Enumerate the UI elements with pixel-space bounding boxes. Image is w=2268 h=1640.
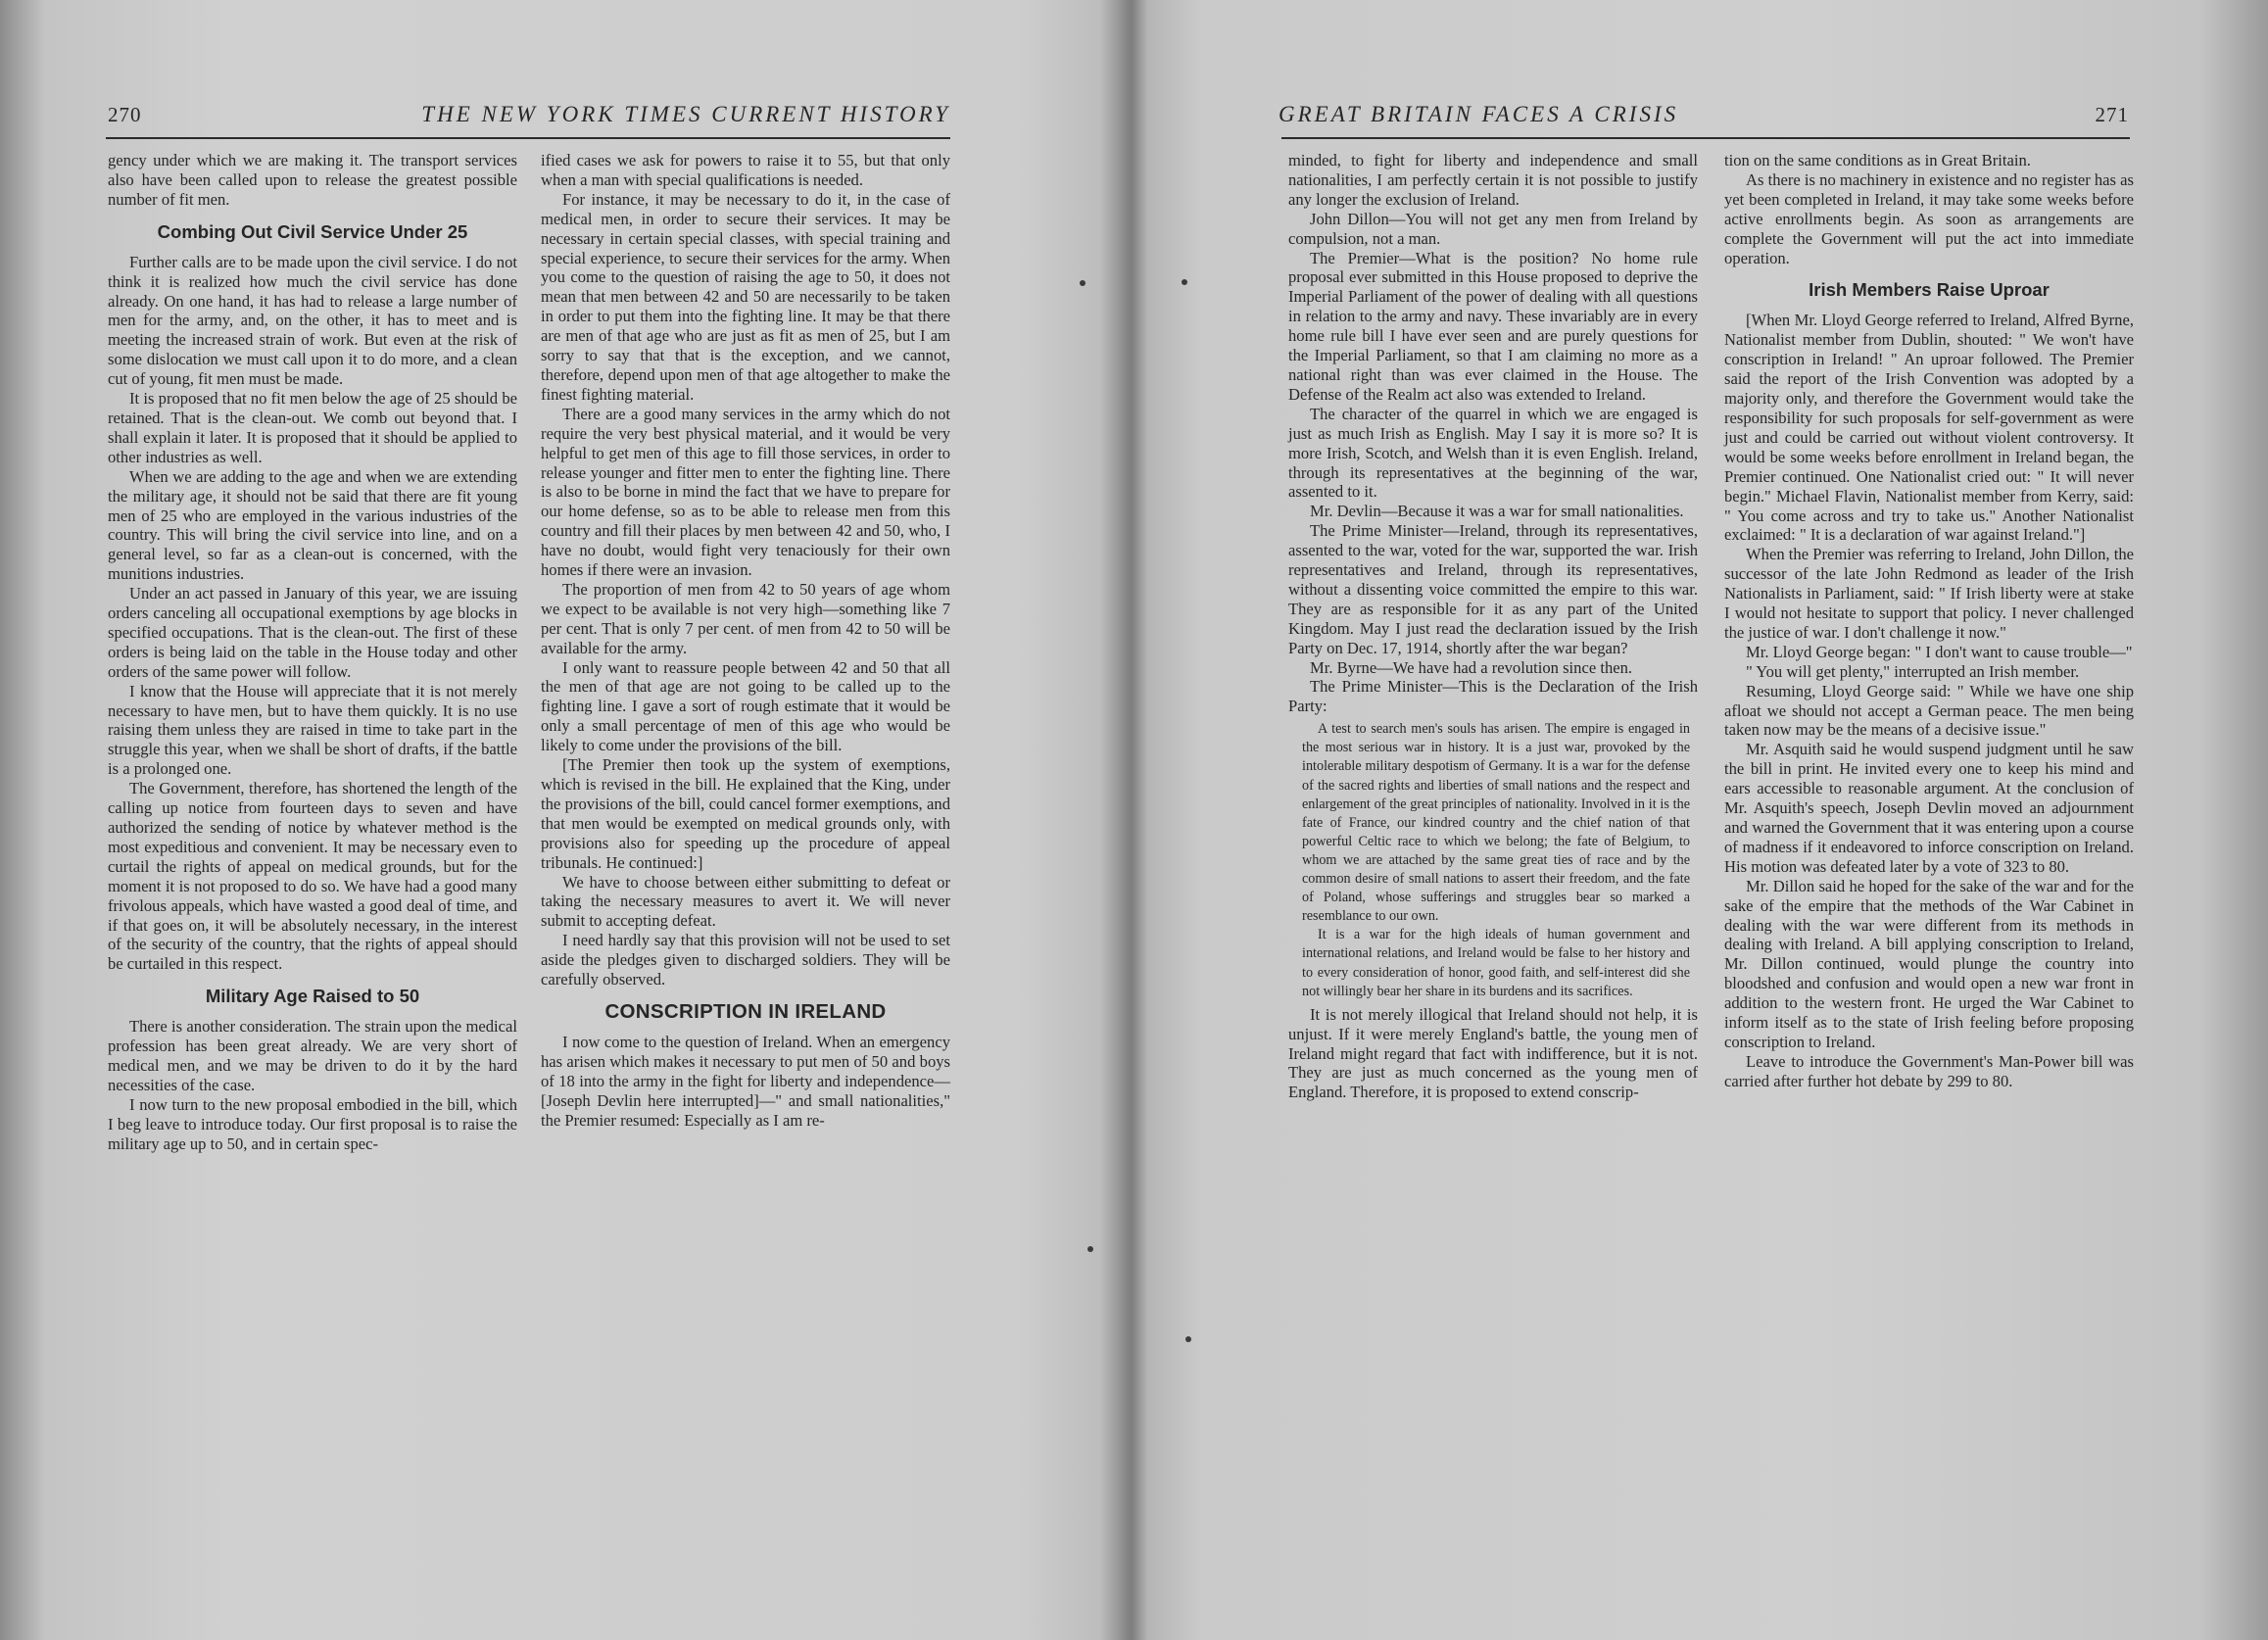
running-head-title: GREAT BRITAIN FACES A CRISIS: [1279, 102, 1679, 126]
body-paragraph: As there is no machinery in existence and no register has as yet been completed in Ireland, it may take some weeks before active enrollments begin. As soon as arrangements are complete the Government will put the act into immediate operation.: [1724, 169, 2134, 267]
page-speck: [1087, 1246, 1093, 1252]
text-column-1: [108, 151, 517, 1154]
body-paragraph: Mr. Devlin—Because it was a war for small nationalities.: [1310, 502, 1684, 521]
body-paragraph: Mr. Lloyd George began: " I don't want to cause trouble—": [1746, 642, 2133, 661]
body-paragraph: The Prime Minister—This is the Declaration of the Irish Party:: [1288, 677, 1698, 716]
section-heading: CONSCRIPTION IN IRELAND: [604, 999, 887, 1023]
page-number: 270: [108, 103, 142, 126]
section-heading: Irish Members Raise Uproar: [1809, 279, 2050, 301]
body-paragraph: The Prime Minister—Ireland, through its representatives, assented to the war, voted for the war, supported the war. Irish representatives and Ireland, through its representatives, without a dissenting voice committed the empire to this war. They are as responsible for it as any part of the United Kingdom. May I just read the declaration issued by the Irish Party on Dec. 17, 1914, shortly after the war began?: [1288, 521, 1698, 657]
body-paragraph: The Premier—What is the position? No home rule proposal ever submitted in this House proposed to deprive the Imperial Parliament of the power of dealing with all questions in relation to the army and navy. These invariably are in every home rule bill I have ever seen and are purely questions for the Imperial Parliament, so that I am claiming no more as a national right than was ever claimed in the House. The Defense of the Realm act also was extended to Ireland.: [1288, 248, 1698, 404]
body-paragraph: ified cases we ask for powers to raise it to 55, but that only when a man with special qualifications is needed.: [541, 151, 950, 189]
body-paragraph: Resuming, Lloyd George said: " While we have one ship afloat we should not accept a German peace. The men being taken now may be the means of a decisive issue.": [1724, 681, 2134, 740]
body-paragraph: I now come to the question of Ireland. When an emergency has arisen which makes it necessary to put men of 50 and boys of 18 into the army in the fight for liberty and independence—[Joseph Devlin here interrupted]—" and small nationalities," the Premier resumed: Especially as I am re-: [541, 1032, 950, 1130]
body-paragraph: It is not merely illogical that Ireland should not help, it is unjust. If it were merely England's battle, the young men of Ireland might regard that fact with indifference, but it is not. They are just as much concerned as the young men of England. Therefore, it is proposed to extend conscrip-: [1288, 1004, 1698, 1102]
body-paragraph: When the Premier was referring to Ireland, John Dillon, the successor of the late John Redmond as leader of the Irish Nationalists in Parliament, said: " If Irish liberty were at stake I would not hesitate to support that policy. I never challenged the justice of war. I don't challenge it now.": [1724, 545, 2134, 642]
quote-paragraph: It is a war for the high ideals of human government and international relations, and Ireland would be false to her history and to every consideration of honor, good faith, and self-interest did she not willingly bear her share in its burdens and its sacrifices.: [1302, 927, 1690, 999]
page-speck: [1080, 280, 1086, 286]
body-paragraph: When we are adding to the age and when we are extending the military age, it should not be said that there are fit young men of 25 who are employed in the various industries of the country. This will bring the civil service into line, and on a general level, so far as a clean-out is concerned, with the munitions industries.: [108, 466, 517, 584]
body-paragraph: tion on the same conditions as in Great Britain.: [1724, 151, 2031, 169]
body-paragraph: Mr. Dillon said he hoped for the sake of the war and for the sake of the empire that the methods of the War Cabinet in dealing with the war were different from its methods in dealing with Ireland. A bill applying conscription to Ireland, Mr. Dillon continued, would plunge the country into bloodshed and confusion and would open a new war front in addition to the western front. He urged the War Cabinet to inform itself as to the state of Irish feeling before proposing conscription to Ireland.: [1724, 876, 2134, 1051]
page-speck: [1185, 1336, 1191, 1342]
quote-paragraph: A test to search men's souls has arisen. The empire is engaged in the most serious war in history. It is a just war, provoked by the intolerable military despotism of Germany. It is a war for the defense of the sacred rights and liberties of small nations and the respect and enlargement of the great principles of nationality. Involved in it is the fate of France, our kindred country and the chief nation of that powerful Celtic race to which we belong; the fate of Belgium, to whom we are attached by the same great ties of race and by the common desire of small nations to assert their freedom, and the fate of Poland, whose sufferings and struggles bear so marked a resemblance to our own.: [1302, 721, 1690, 925]
body-paragraph: I need hardly say that this provision will not be used to set aside the pledges given to discharged soldiers. They will be carefully observed.: [541, 931, 950, 989]
body-paragraph: John Dillon—You will not get any men from Ireland by compulsion, not a man.: [1288, 209, 1698, 248]
running-head: [108, 102, 950, 135]
section-heading: Military Age Raised to 50: [205, 986, 420, 1007]
body-paragraph: " You will get plenty," interrupted an Irish member.: [1746, 661, 2080, 681]
text-column-2: [1724, 151, 2134, 1091]
body-paragraph: There is another consideration. The strain upon the medical profession has been great already. We are very short of medical men, and we may be driven to do it by the hard necessities of the case.: [108, 1017, 517, 1094]
body-paragraph: Further calls are to be made upon the civil service. I do not think it is realized how much the civil service has done already. On one hand, it has had to release a large number of men for the army, and, on the other, it has to meet and is meeting the increased strain of work. But even at the risk of some dislocation we must call upon it to do more, and a clean cut of young, fit men must be made.: [108, 252, 517, 389]
body-paragraph: Leave to introduce the Government's Man-Power bill was carried after further hot debate by 299 to 80.: [1724, 1051, 2134, 1090]
text-column-2: [541, 151, 950, 1131]
page-speck: [1182, 279, 1187, 285]
body-paragraph: I now turn to the new proposal embodied in the bill, which I beg leave to introduce today. Our first proposal is to raise the military age up to 50, and in certain spec-: [108, 1094, 517, 1153]
left-page: [0, 0, 1127, 1640]
header-rule: [106, 137, 950, 139]
body-paragraph: There are a good many services in the army which do not require the very best physical material, and it would be very helpful to get men of this age to fill those services, in order to release younger and fitter men to enter the fighting line. There is also to be borne in mind the fact that we have to prepare for our home defense, so as to be able to release men from this country and fill their places by men between 42 and 50, who, I have no doubt, would fight very tenaciously for their own homes if there were an invasion.: [541, 404, 950, 580]
body-paragraph: Mr. Byrne—We have had a revolution since then.: [1310, 657, 1633, 677]
quoted-declaration: [1302, 720, 1690, 1000]
text-column-1: [1288, 151, 1698, 1102]
body-paragraph: [The Premier then took up the system of exemptions, which is revised in the bill. He explained that the King, under the provisions of the bill, could cancel former exemptions, and that men would be exempted on medical grounds only, with provisions also for speeding up the procedure of appeal tribunals. He continued:]: [541, 755, 950, 872]
body-paragraph: The proportion of men from 42 to 50 years of age whom we expect to be available is not very high—something like 7 per cent. That is only 7 per cent. of men from 42 to 50 will be available for the army.: [541, 579, 950, 657]
page-number: 271: [2095, 103, 2129, 126]
body-paragraph: The character of the quarrel in which we are engaged is just as much Irish as English. May I say it is more so? It is more Irish, Scotch, and Welsh than it is even English. Ireland, through its representatives at the beginning of the war, assented to it.: [1288, 404, 1698, 502]
section-heading: Combing Out Civil Service Under 25: [157, 220, 468, 242]
body-paragraph: Under an act passed in January of this year, we are issuing orders canceling all occupational exemptions by age blocks in specified occupations. That is the clean-out. The first of these orders is being laid on the table in the House today and other orders of the same power will follow.: [108, 584, 517, 681]
running-head: [1279, 102, 2129, 135]
body-paragraph: [When Mr. Lloyd George referred to Ireland, Alfred Byrne, Nationalist member from Dublin, shouted: " We won't have conscription in Ireland! " An uproar followed. The Premier said the report of the Irish Convention was adopted by a majority only, and therefore the Government would take the responsibility for such proposals for self-government as were just and could be carried out without violent controversy. It would be some weeks before enrollment in Ireland began, the Premier continued. One Nationalist cried out: " It will never begin." Michael Flavin, Nationalist member from Kerry, said: " You come across and try to take us." Another Nationalist exclaimed: " It is a declaration of war against Ireland."]: [1724, 311, 2134, 545]
body-paragraph: For instance, it may be necessary to do it, in the case of medical men, in order to secure their services. It may be necessary in certain special classes, with special training and special experience, to secure their services for the army. When you come to the question of raising the age to 50, it does not mean that men between 42 and 50 are necessarily to be taken in order to put them into the fighting line. It may be that there are men of that age who are just as fit as men of 25, but I am sorry to say that that is the exception, and we cannot, therefore, depend upon men of that age altogether to make the finest fighting material.: [541, 189, 950, 404]
body-paragraph: I know that the House will appreciate that it is not merely necessary to have men, but to have them quickly. It is no use raising them unless they are raised in time to take part in the struggle this year, when we shall be short of drafts, if the battle is a prolonged one.: [108, 681, 517, 779]
running-head-title: THE NEW YORK TIMES CURRENT HISTORY: [421, 102, 950, 126]
body-paragraph: Mr. Asquith said he would suspend judgment until he saw the bill in print. He invited every one to keep his mind and ears accessible to reasonable argument. At the conclusion of Mr. Asquith's speech, Joseph Devlin moved an adjournment and warned the Government that it was entering upon a course of madness if it endeavored to inforce conscription on Ireland. His motion was defeated later by a vote of 323 to 80.: [1724, 740, 2134, 876]
body-paragraph: gency under which we are making it. The transport services also have been called upon to release the greatest possible number of fit men.: [108, 151, 517, 209]
body-paragraph: We have to choose between either submitting to defeat or taking the necessary measures to avert it. We will never submit to accepting defeat.: [541, 872, 950, 931]
body-paragraph: It is proposed that no fit men below the age of 25 should be retained. That is the clean-out. We comb out beyond that. I shall explain it later. It is proposed that it should be applied to other industries as well.: [108, 389, 517, 466]
body-paragraph: I only want to reassure people between 42 and 50 that all the men of that age are not going to be called up to the fighting line. I gave a sort of rough estimate that it would be only a small percentage of men of this age who would be likely to come under the provisions of the bill.: [541, 657, 950, 755]
body-paragraph: minded, to fight for liberty and independence and small nationalities, I am perfectly certain it is not possible to justify any longer the exclusion of Ireland.: [1288, 151, 1698, 209]
right-page: [1127, 0, 2268, 1640]
body-paragraph: The Government, therefore, has shortened the length of the calling up notice from fourteen days to seven and have authorized the sending of notice by whatever method is the most expeditious and convenient. It may be necessary even to curtail the rights of appeal on medical grounds, but for the moment it is not proposed to do so. We have had a good many frivolous appeals, which have wasted a good deal of time, and if that goes on, it will be absolutely necessary, in the interest of the security of the country, that the rights of appeal should be curtailed in this respect.: [108, 779, 517, 974]
header-rule: [1281, 137, 2130, 139]
